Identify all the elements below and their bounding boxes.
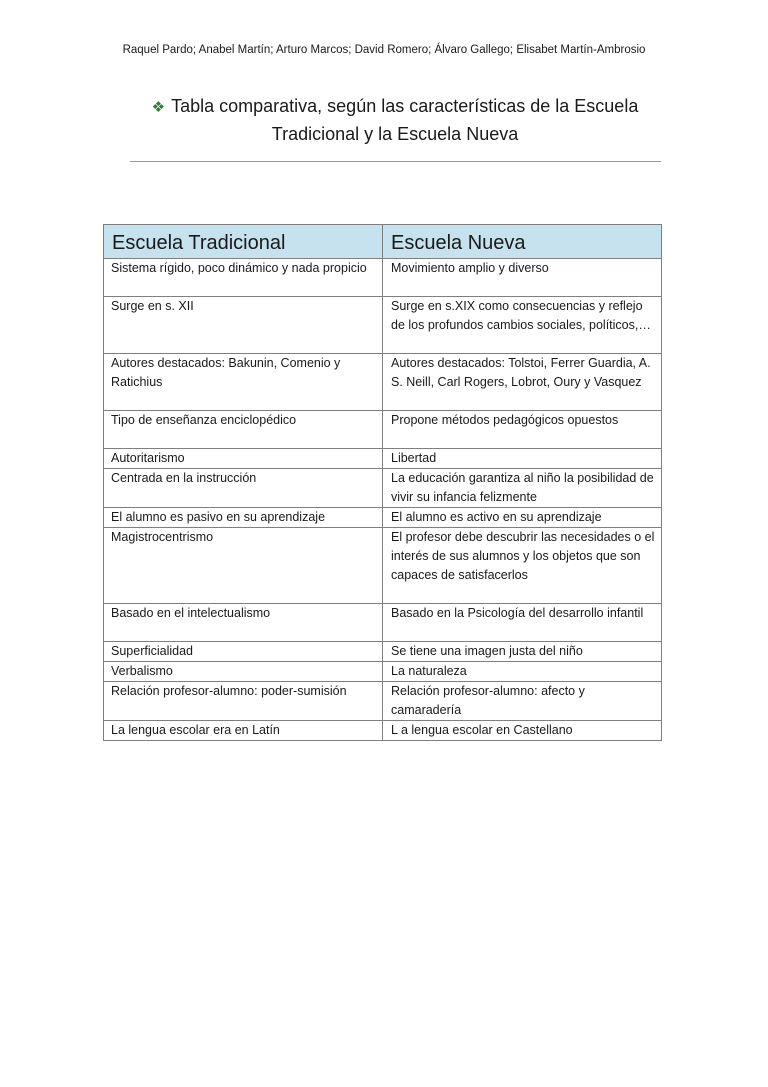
comparison-table (103, 224, 662, 741)
cell-tradicional: Sistema rígido, poco dinámico y nada propicio (104, 259, 383, 297)
cell-tradicional: Verbalismo (104, 662, 383, 682)
cell-nueva: Autores destacados: Tolstoi, Ferrer Guardia, A. S. Neill, Carl Rogers, Lobrot, Oury y Vasquez (383, 354, 662, 411)
table-row (104, 528, 662, 604)
cell-nueva: Libertad (383, 449, 662, 469)
cell-tradicional: Tipo de enseñanza enciclopédico (104, 411, 383, 449)
table-row (104, 662, 662, 682)
cell-tradicional: La lengua escolar era en Latín (104, 721, 383, 741)
cell-nueva: Basado en la Psicología del desarrollo infantil (383, 604, 662, 642)
cell-nueva: La educación garantiza al niño la posibilidad de vivir su infancia felizmente (383, 469, 662, 508)
cell-tradicional: Surge en s. XII (104, 297, 383, 354)
table-row (104, 682, 662, 721)
cell-tradicional: Centrada en la instrucción (104, 469, 383, 508)
table-row (104, 411, 662, 449)
cell-nueva: Propone métodos pedagógicos opuestos (383, 411, 662, 449)
page-header-authors: Raquel Pardo; Anabel Martín; Arturo Marcos; David Romero; Álvaro Gallego; Elisabet Martín-Ambrosio (122, 44, 646, 56)
table-row (104, 259, 662, 297)
cell-tradicional: Autoritarismo (104, 449, 383, 469)
table-row (104, 297, 662, 354)
heading-text-1: Tabla comparativa, según las características de la Escuela (171, 96, 639, 116)
table-row (104, 642, 662, 662)
cell-nueva: Relación profesor-alumno: afecto y camaradería (383, 682, 662, 721)
table-row (104, 721, 662, 741)
table-row (104, 469, 662, 508)
heading-line-2: Tradicional y la Escuela Nueva (271, 124, 519, 144)
table-row (104, 449, 662, 469)
table-row (104, 354, 662, 411)
table-row (104, 604, 662, 642)
header-escuela-nueva: Escuela Nueva (383, 225, 662, 259)
cell-nueva: El profesor debe descubrir las necesidades o el interés de sus alumnos y los objetos que son capaces de satisfacerlos (383, 528, 662, 604)
heading-line-1 (130, 93, 660, 121)
section-heading (130, 93, 660, 148)
cell-nueva: Movimiento amplio y diverso (383, 259, 662, 297)
cell-nueva: El alumno es activo en su aprendizaje (383, 508, 662, 528)
header-escuela-tradicional: Escuela Tradicional (104, 225, 383, 259)
cell-nueva: Se tiene una imagen justa del niño (383, 642, 662, 662)
diamond-bullet-icon: ❖ (151, 99, 166, 116)
table-header-row (104, 225, 662, 259)
cell-nueva: L a lengua escolar en Castellano (383, 721, 662, 741)
cell-tradicional: Basado en el intelectualismo (104, 604, 383, 642)
table-row (104, 508, 662, 528)
heading-divider (130, 161, 661, 162)
cell-tradicional: Superficialidad (104, 642, 383, 662)
cell-tradicional: Relación profesor-alumno: poder-sumisión (104, 682, 383, 721)
cell-tradicional: Magistrocentrismo (104, 528, 383, 604)
cell-nueva: Surge en s.XIX como consecuencias y reflejo de los profundos cambios sociales, políticos,… (383, 297, 662, 354)
cell-nueva: La naturaleza (383, 662, 662, 682)
cell-tradicional: El alumno es pasivo en su aprendizaje (104, 508, 383, 528)
cell-tradicional: Autores destacados: Bakunin, Comenio y Ratichius (104, 354, 383, 411)
